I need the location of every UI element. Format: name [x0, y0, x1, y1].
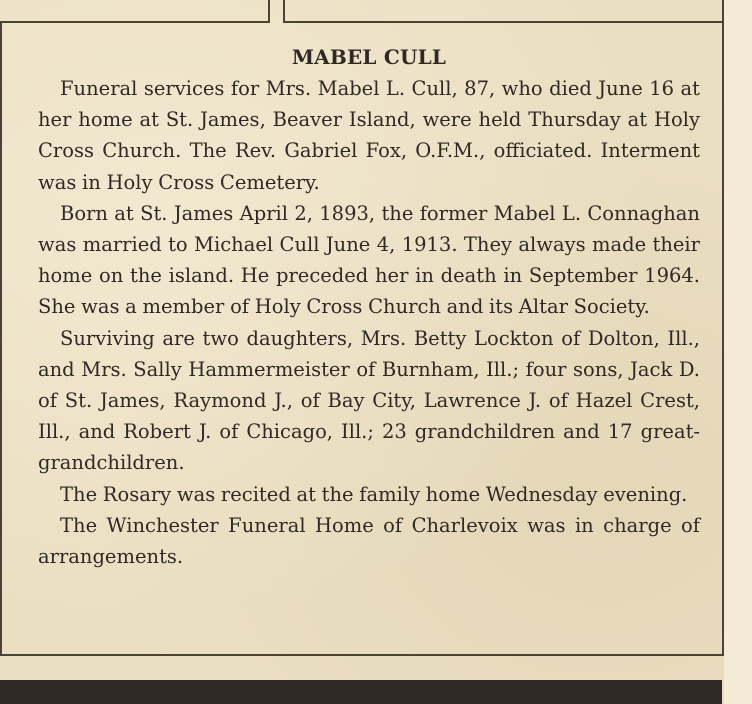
paragraph-survivors: Surviving are two daughters, Mrs. Betty Lockton of Dolton, Ill., and Mrs. Sally Hammermeister of Burnham, Ill.; four sons, Jack D. of St. James, Raymond J., of Bay City, Lawrence J. of Hazel Crest, Ill., and Robert J. of Chicago, Ill.; 23 grandchildren and 17 great-grandchildren.	[38, 326, 700, 475]
paragraph-arrangements: The Winchester Funeral Home of Charlevoix was in charge of arrangements.	[38, 513, 700, 569]
scan-margin	[724, 0, 752, 704]
paragraph-rosary: The Rosary was recited at the family home Wednesday evening.	[60, 482, 688, 506]
top-column-rule-right	[283, 0, 725, 23]
frame-left-rule	[0, 21, 2, 656]
next-article-dark-band	[0, 680, 722, 704]
frame-bottom-rule	[0, 654, 724, 656]
paragraph-services: Funeral services for Mrs. Mabel L. Cull, 87, who died June 16 at her home at St. James, Beaver Island, were held Thursday at Holy Cross Church. The Rev. Gabriel Fox, O.F.M., officiated. Interment was in Holy Cross Cemetery.	[38, 77, 700, 194]
headline: MABEL CULL	[291, 45, 447, 69]
top-column-rule-left	[0, 0, 270, 23]
obituary-article	[38, 42, 700, 572]
paragraph-biography: Born at St. James April 2, 1893, the former Mabel L. Connaghan was married to Michael Cull June 4, 1913. They always made their home on the island. He preceded her in death in September 1964. She was a member of Holy Cross Church and its Altar Society.	[38, 201, 700, 319]
